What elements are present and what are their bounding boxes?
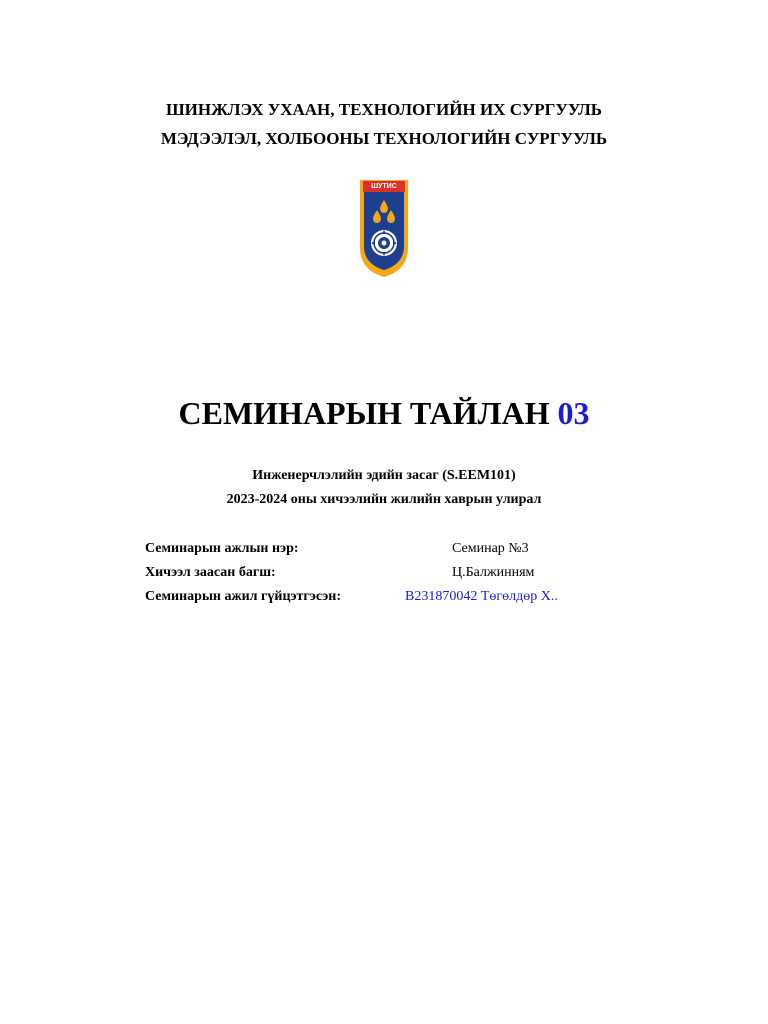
report-number: 03 (557, 395, 590, 431)
info-row-teacher (145, 563, 685, 583)
info-value: Ц.Балжинням (452, 565, 535, 580)
logo-text: ШУТИС (371, 183, 397, 190)
university-logo-icon (358, 178, 410, 278)
info-row-student (145, 587, 685, 607)
university-name: ШИНЖЛЭХ УХААН, ТЕХНОЛОГИЙН ИХ СУРГУУЛЬ (165, 100, 603, 119)
info-row-seminar-name (145, 539, 685, 559)
info-label: Семинарын ажил гүйцэтгэсэн: (145, 589, 342, 604)
info-label: Хичээл заасан багш: (145, 565, 276, 580)
report-title (0, 393, 768, 433)
info-value: Семинар №3 (452, 541, 529, 556)
school-name: МЭДЭЭЛЭЛ, ХОЛБООНЫ ТЕХНОЛОГИЙН СУРГУУЛЬ (160, 129, 608, 148)
info-value: B231870042 Төгөлдөр Х.. (405, 589, 558, 604)
report-title-text: СЕМИНАРЫН ТАЙЛАН (178, 395, 550, 431)
info-label: Семинарын ажлын нэр: (145, 541, 299, 556)
course-term: 2023-2024 оны хичээлийн жилийн хаврын улирал (226, 492, 542, 507)
course-name: Инженерчлэлийн эдийн засаг (S.EEM101) (252, 468, 516, 483)
